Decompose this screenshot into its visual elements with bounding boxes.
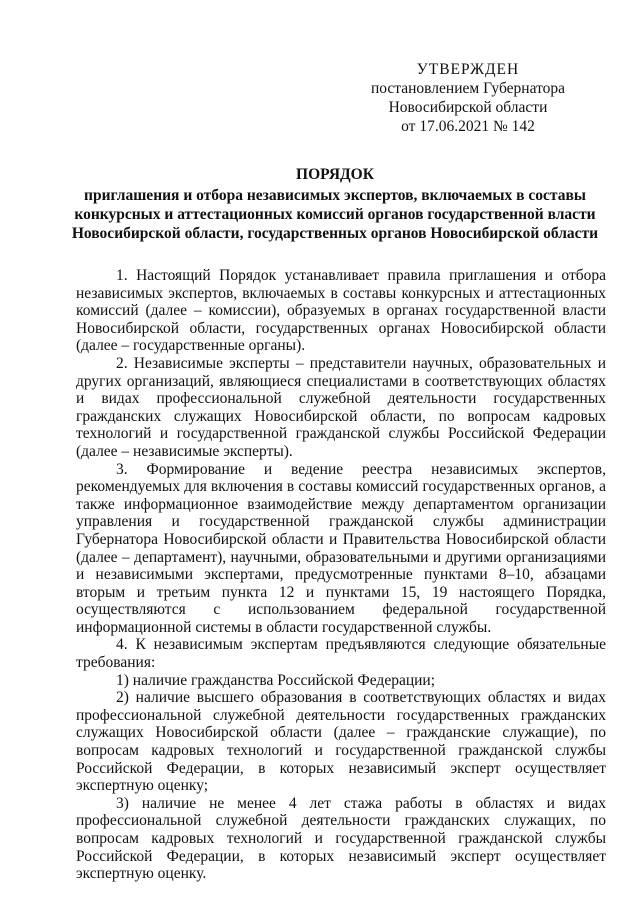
approval-line: Новосибирской области xyxy=(388,99,548,116)
document-subtitle: приглашения и отбора независимых экспертов, включаемых в составы конкурсных и аттестационных комиссий органов государственной власти Новосибирской области, государственных органов Новосибирской области xyxy=(71,187,599,242)
approval-date-number: от 17.06.2021 № 142 xyxy=(401,118,535,135)
paragraph-1: 1. Настоящий Порядок устанавливает правила приглашения и отбора независимых экспертов, включаемых в составы конкурсных и аттестационных комиссий (далее – комиссии), образуемых в органах государственной власти Новосибирской области, государственных органах Новосибирской области (далее – государственные органы). xyxy=(76,267,606,355)
requirement-3: 3) наличие не менее 4 лет стажа работы в областях и видах профессиональной служебной деятельности гражданских служащих, по вопросам кадровых технологий и государственной гражданской службы Российской Федерации, в которых независимый эксперт осуществляет экспертную оценку. xyxy=(76,794,606,883)
document-body xyxy=(76,267,606,883)
document-title: ПОРЯДОК xyxy=(296,166,374,183)
approval-title: УТВЕРЖДЕН xyxy=(416,61,520,78)
requirement-1: 1) наличие гражданства Российской Федерации; xyxy=(116,671,436,689)
paragraph-2: 2. Независимые эксперты – представители научных, образовательных и других организаций, являющиеся специалистами в соответствующих областях и видах профессиональной служебной деятельности государственных гражданских служащих Новосибирской области, по вопросам кадровых технологий и государственной гражданской службы Российской Федерации (далее – независимые эксперты). xyxy=(76,354,606,460)
requirement-2: 2) наличие высшего образования в соответствующих областях и видах профессиональной служебной деятельности государственных гражданских служащих Новосибирской области (далее – гражданские служащие), по вопросам кадровых технологий и государственной гражданской службы Российской Федерации, в которых независимый эксперт осуществляет экспертную оценку; xyxy=(76,689,606,795)
approval-stamp xyxy=(348,60,588,136)
paragraph-3: 3. Формирование и ведение реестра независимых экспертов, рекомендуемых для включения в составы комиссий государственных органов, а также информационное взаимодействие между департаментом организации управления и государственной гражданской службы администрации Губернатора Новосибирской области и Правительства Новосибирской области (далее – департамент), научными, образовательными и другими организациями и независимыми экспертами, предусмотренные пунктами 8–10, абзацами вторым и третьим пункта 12 и пунктами 15, 19 настоящего Порядка, осуществляются с использованием федеральной государственной информационной системы в области государственной службы. xyxy=(76,460,606,636)
paragraph-4: 4. К независимым экспертам предъявляются следующие обязательные требования: xyxy=(76,636,606,672)
approval-line: постановлением Губернатора xyxy=(370,80,566,97)
document-heading xyxy=(70,165,600,243)
